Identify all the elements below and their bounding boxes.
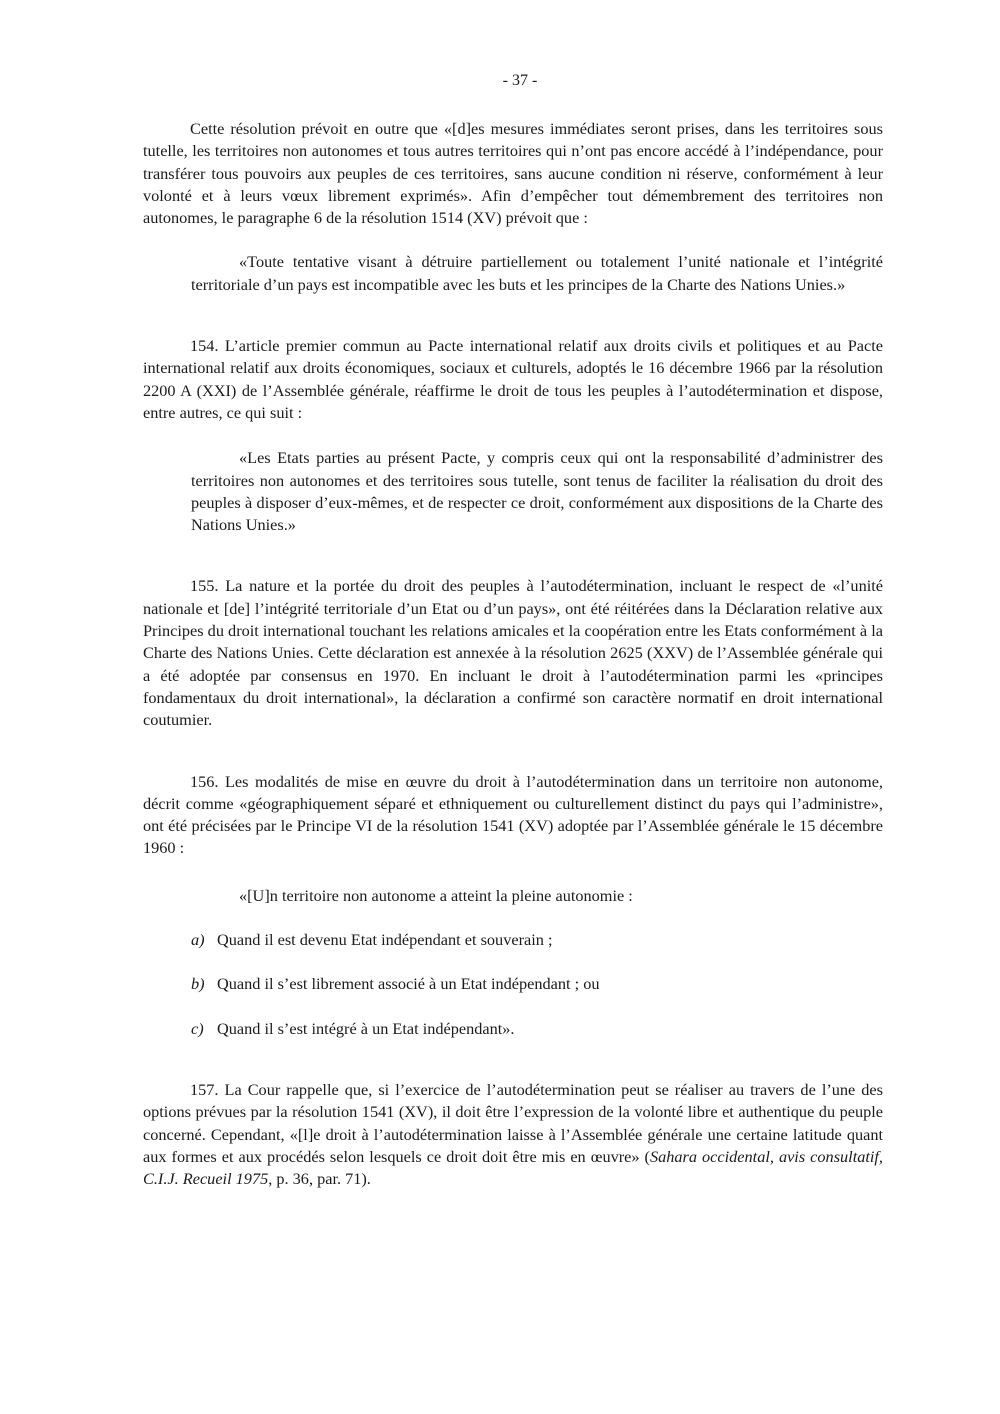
document-body <box>143 118 883 1190</box>
list-item-c <box>191 1018 883 1040</box>
paragraph-157-text-end: , p. 36, par. 71). <box>268 1169 371 1189</box>
list-item-a <box>191 929 883 951</box>
case-citation: Sahara occidental, avis consultatif, C.I.J. Recueil 1975 <box>143 1146 883 1189</box>
list-item-b <box>191 973 883 995</box>
paragraph-157-text: 157. La Cour rappelle que, si l’exercice de l’autodétermination peut se réaliser au travers de l’une des options prévues par la résolution 1541 (XV), il doit être l’expression de la volonté libre et authentique du peuple concerné. Cependant, «[l]e droit à l’autodétermination laisse à l’Assemblée générale une certaine latitude quant aux formes et aux procédés selon lesquels ce droit doit être mis en œuvre» ( <box>143 1079 883 1166</box>
paragraph-155: 155. La nature et la portée du droit des peuples à l’autodétermination, incluant le respect de «l’unité nationale et [de] l’intégrité territoriale d’un Etat ou d’un pays», ont été réitérées dans la Déclaration relative aux Principes du droit international touchant les relations amicales et la coopération entre les Etats conformément à la Charte des Nations Unies. Cette déclaration est annexée à la résolution 2625 (XXV) de l’Assemblée générale qui a été adoptée par consensus en 1970. En incluant le droit à l’autodétermination parmi les «principes fondamentaux du droit international», la déclaration a confirmé son caractère normatif en droit international coutumier. <box>143 576 883 730</box>
page-number: - 37 - <box>502 72 538 89</box>
paragraph-154: 154. L’article premier commun au Pacte international relatif aux droits civils et politiques et au Pacte international relatif aux droits économiques, sociaux et culturels, adoptés le 16 décembre 1966 par la résolution 2200 A (XXI) de l’Assemblée générale, réaffirme le droit de tous les peuples à l’autodétermination et dispose, entre autres, ce qui suit : <box>143 336 883 422</box>
list-text: Quand il s’est librement associé à un Etat indépendant ; ou <box>217 974 600 994</box>
list-text: Quand il s’est intégré à un Etat indépendant». <box>217 1018 515 1038</box>
intro-paragraph: Cette résolution prévoit en outre que «[d]es mesures immédiates seront prises, dans les territoires sous tutelle, les territoires non autonomes et tous autres territoires qui n’ont pas encore accédé à l’indépendance, pour transférer tous pouvoirs aux peuples de ces territoires, sans aucune condition ni réserve, conformément à leur volonté et à leurs vœux librement exprimés». Afin d’empêcher tout démembrement des territoires non autonomes, le paragraphe 6 de la résolution 1514 (XV) prévoit que : <box>143 119 883 228</box>
list-text: Quand il est devenu Etat indépendant et souverain ; <box>217 930 553 950</box>
paragraph-156: 156. Les modalités de mise en œuvre du droit à l’autodétermination dans un territoire non autonome, décrit comme «géographiquement séparé et ethniquement ou culturellement distinct du pays qui l’administre», ont été précisées par le Principe VI de la résolution 1541 (XV) adoptée par l’Assemblée générale le 15 décembre 1960 : <box>143 771 883 858</box>
intro-quote: «Toute tentative visant à détruire partiellement ou totalement l’unité nationale et l’intégrité territoriale d’un pays est incompatible avec les buts et les principes de la Charte des Nations Unies.» <box>191 252 883 294</box>
list-letter: a) <box>191 930 205 950</box>
list-letter: c) <box>191 1018 204 1038</box>
paragraph-156-quote-intro: «[U]n territoire non autonome a atteint la pleine autonomie : <box>239 885 633 905</box>
paragraph-157 <box>143 1079 883 1190</box>
list-letter: b) <box>191 974 205 994</box>
paragraph-154-quote: «Les Etats parties au présent Pacte, y compris ceux qui ont la responsabilité d’administrer des territoires non autonomes et des territoires sous tutelle, sont tenus de faciliter la réalisation du droit des peuples à disposer d’eux-mêmes, et de respecter ce droit, conformément aux dispositions de la Charte des Nations Unies.» <box>191 448 883 535</box>
